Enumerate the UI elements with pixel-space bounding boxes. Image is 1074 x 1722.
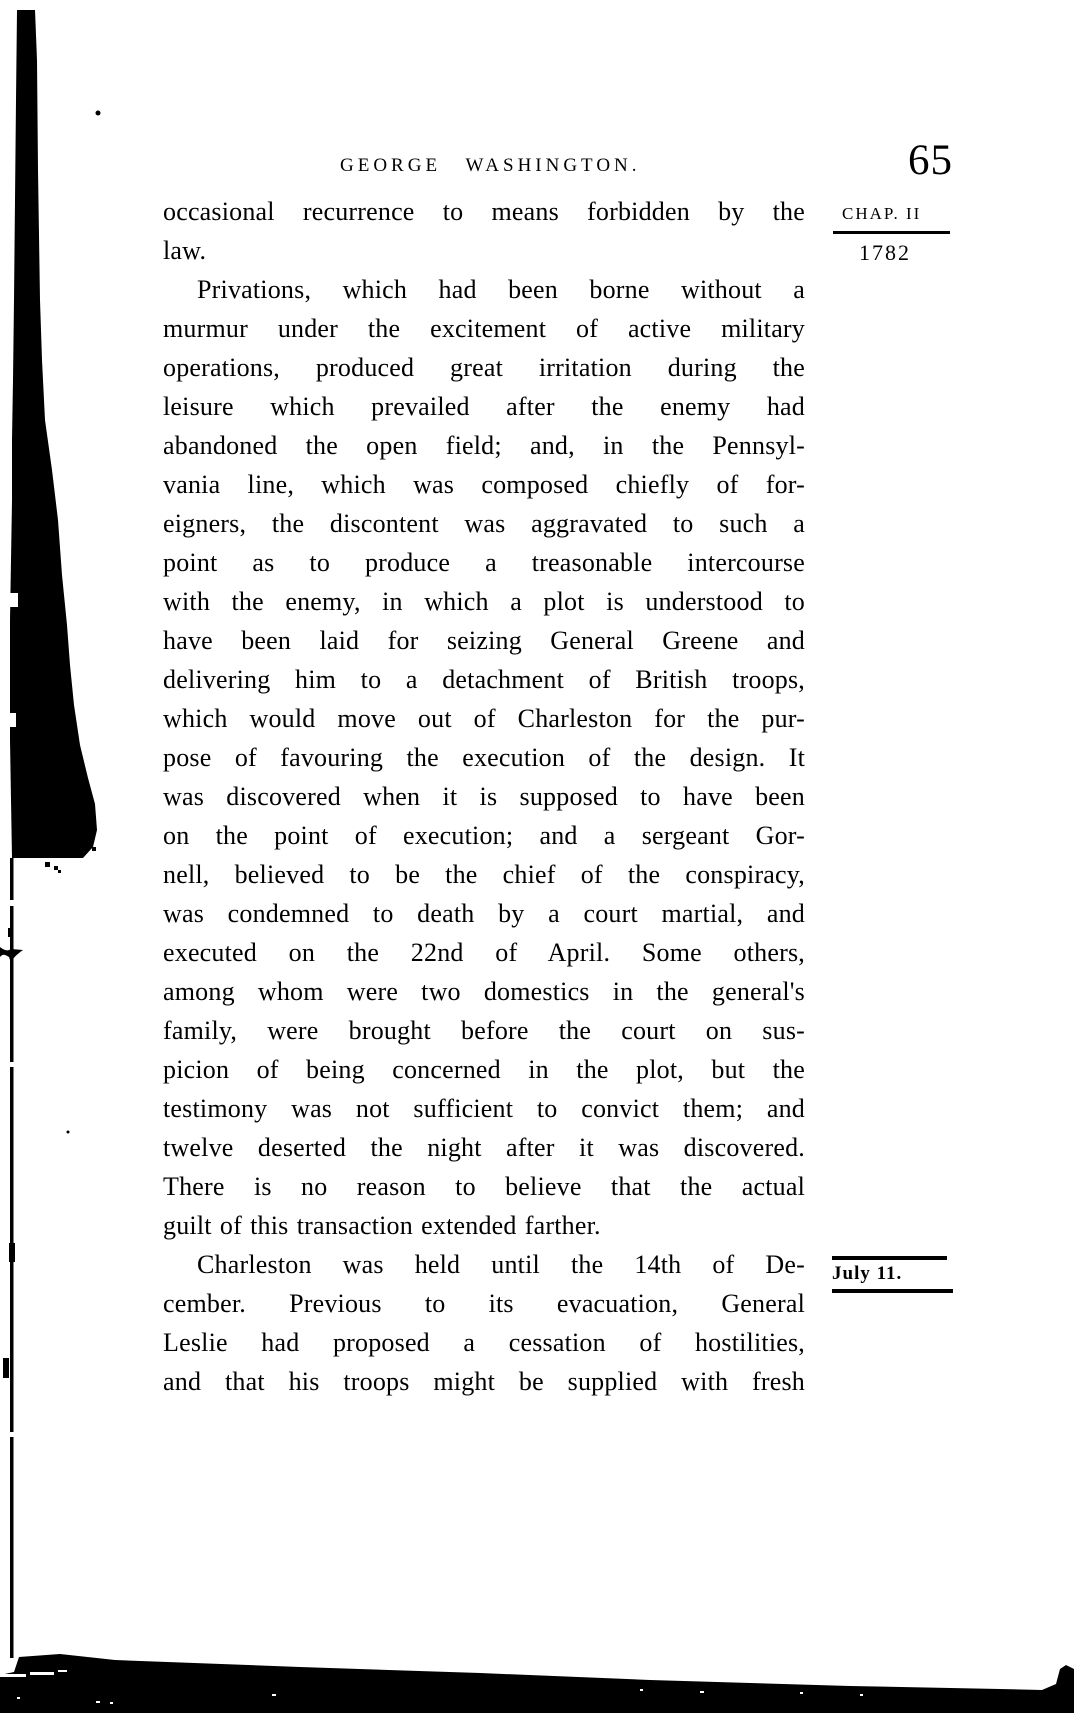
text-line: have been laid for seizing General Greene and	[163, 626, 805, 655]
margin-rule	[832, 1289, 953, 1293]
margin-rule	[832, 1256, 947, 1260]
text-line: among whom were two domestics in the general's	[163, 977, 805, 1006]
scan-blob-left	[10, 10, 97, 858]
text-line: executed on the 22nd of April. Some others,	[163, 938, 805, 967]
text-line: and that his troops might be supplied with fresh	[163, 1367, 805, 1396]
text-line: nell, believed to be the chief of the conspiracy,	[163, 860, 805, 889]
page-text	[163, 192, 805, 1401]
text-line: operations, produced great irritation during the	[163, 353, 805, 382]
chapter-label: CHAP. II	[842, 204, 922, 223]
text-line: leisure which prevailed after the enemy had	[163, 392, 805, 421]
text-line: occasional recurrence to means forbidden by the	[163, 197, 805, 226]
text-line: on the point of execution; and a sergeant Gor-	[163, 821, 805, 850]
chapter-year: 1782	[859, 240, 911, 265]
text-line: cember. Previous to its evacuation, General	[163, 1289, 805, 1318]
text-line: Leslie had proposed a cessation of hostilities,	[163, 1328, 805, 1357]
chapter-margin-note	[833, 204, 963, 266]
text-line: point as to produce a treasonable intercourse	[163, 548, 805, 577]
text-line: family, were brought before the court on sus-	[163, 1016, 805, 1045]
running-title: GEORGE WASHINGTON.	[340, 155, 641, 176]
paragraph	[163, 1245, 805, 1401]
text-line: eigners, the discontent was aggravated to such a	[163, 509, 805, 538]
text-line: was discovered when it is supposed to have been	[163, 782, 805, 811]
text-line: guilt of this transaction extended farther.	[163, 1211, 601, 1240]
text-line: was condemned to death by a court martial, and	[163, 899, 805, 928]
text-line: delivering him to a detachment of British troops,	[163, 665, 805, 694]
paragraph	[163, 270, 805, 1245]
text-line: which would move out of Charleston for the pur-	[163, 704, 805, 733]
text-line: Privations, which had been borne without a	[197, 275, 805, 304]
text-line: murmur under the excitement of active military	[163, 314, 805, 343]
scan-line-left	[10, 858, 14, 1658]
date-label: July 11.	[832, 1263, 903, 1284]
text-line: There is no reason to believe that the actual	[163, 1172, 805, 1201]
scan-bird-mark	[0, 947, 23, 963]
date-margin-note	[832, 1256, 957, 1293]
text-line: testimony was not sufficient to convict them; and	[163, 1094, 805, 1123]
text-line: abandoned the open field; and, in the Pennsyl-	[163, 431, 805, 460]
text-line: twelve deserted the night after it was discovered.	[163, 1133, 805, 1162]
text-line: picion of being concerned in the plot, but the	[163, 1055, 805, 1084]
text-line: Charleston was held until the 14th of De-	[197, 1250, 805, 1279]
paragraph	[163, 192, 805, 270]
page-number: 65	[908, 137, 953, 184]
text-line: vania line, which was composed chiefly of for-	[163, 470, 805, 499]
scan-band-bottom	[0, 1654, 1074, 1713]
text-line: with the enemy, in which a plot is understood to	[163, 587, 805, 616]
text-line: pose of favouring the execution of the design. It	[163, 743, 805, 772]
text-line: law.	[163, 236, 207, 265]
margin-rule	[833, 231, 950, 234]
